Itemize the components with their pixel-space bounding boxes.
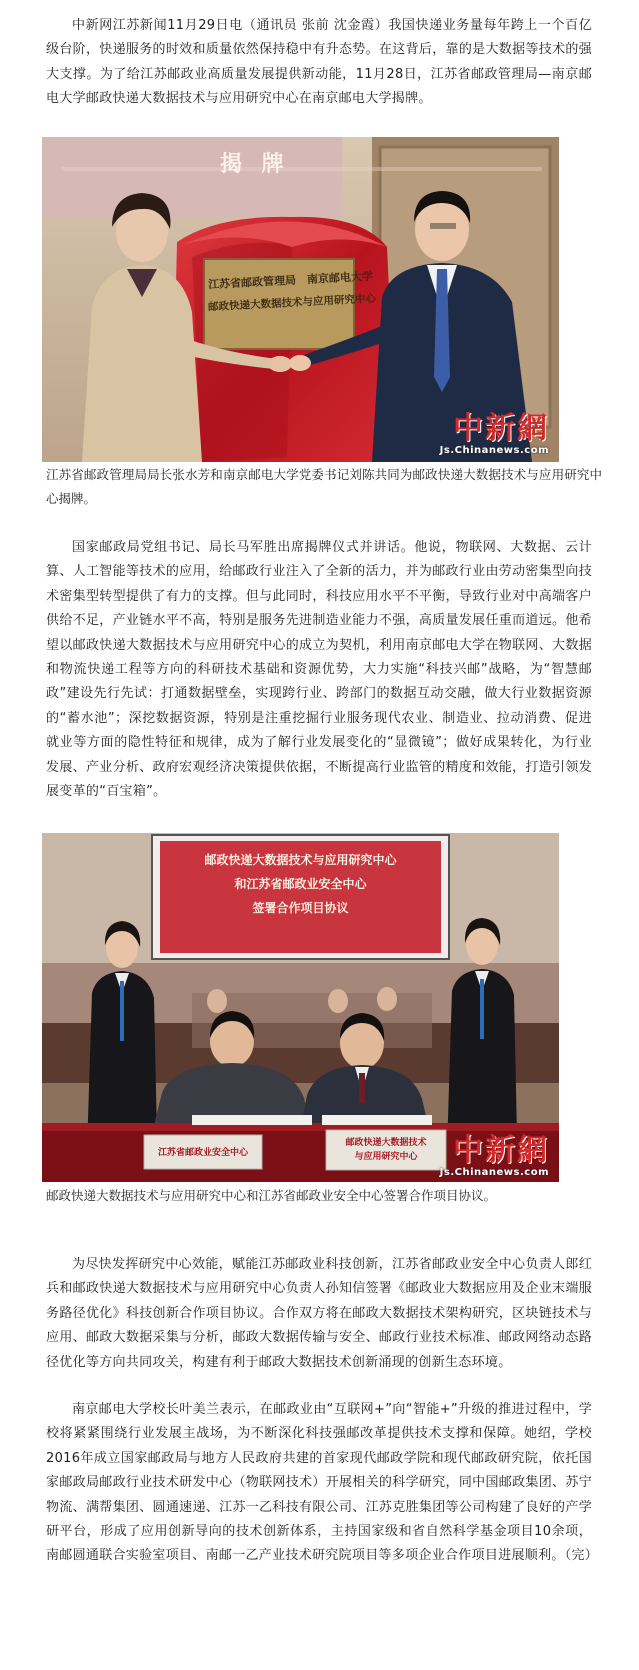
plaque-line-2: 邮政快递大数据技术与应用研究中心: [207, 292, 377, 314]
article-paragraph-president: 南京邮电大学校长叶美兰表示，在邮政业由“互联网+”向“智能+”升级的推进过程中，学校将紧紧围绕行业发展主战场，为不断深化科技强邮改革提供技术支撑和保障。她绍，学校2016年成立国家邮政局与地方人民政府共建的首家现代邮政学院和现代邮政研究院，依托国家邮政局邮政行业技术研发中心（物联网技术）开展相关的科学研究，同中国邮政集团、苏宁物流、满帮集团、圆通速递、江苏一乙科技有限公司、江苏克胜集团等公司构建了良好的产学研平台，形成了应用创新导向的技术创新体系，主持国家级和省自然科学基金项目10余项，南邮圆通联合实验室项目、南邮一乙产业技术研究院项目等多项企业合作项目进展顺利。（完）: [46, 1402, 599, 1564]
watermark-logo-text: 中新網: [453, 1133, 549, 1168]
nameplate-right-line-1: 邮政快递大数据技术: [345, 1138, 427, 1148]
photo-caption-2: 邮政快递大数据技术与应用研究中心和江苏省邮政业安全中心签署合作项目协议。: [46, 1188, 497, 1203]
nameplate-right-line-2: 与应用研究中心: [354, 1152, 418, 1162]
banner-text: 揭 牌: [220, 151, 290, 177]
watermark-url-text: Js.Chinanews.com: [439, 445, 549, 456]
article-paragraph-speech: 国家邮政局党组书记、局长马军胜出席揭牌仪式并讲话。他说，物联网、大数据、云计算、人工智能等技术的应用，给邮政行业注入了全新的活力，并为邮政行业由劳动密集型向技术密集型转型提供了有力的支撑。但与此同时，科技应用水平不平衡，导致行业对中高端客户供给不足，产业链水平不高，特别是服务先进制造业能力不强，高质量发展任重而道远。他希望以邮政快递大数据技术与应用研究中心的成立为契机，利用南京邮电大学在物联网、大数据和物流快递工程等方向的科研技术基础和资源优势，大力实施“科技兴邮”战略，为“智慧邮政”建设先行先试：打通数据壁垒，实现跨行业、跨部门的数据互动交融，做大行业数据资源的“蓄水池”；深挖数据资源，特别是注重挖掘行业服务现代农业、制造业、拉动消费、促进就业等方面的隐性特征和规律，成为了解行业发展变化的“显微镜”；做好成果转化，为行业发展、产业分析、政府宏观经济决策提供依据，不断提高行业监管的精度和效能，打造引领发展变革的“百宝箱”。: [46, 540, 592, 800]
article-paragraph-intro: 中新网江苏新闻11月29日电（通讯员 张前 沈金霞）我国快递业务量每年跨上一个百亿级台阶，快递服务的时效和质量依然保持稳中有升态势。在这背后，靠的是大数据等技术的强大支撑。为了给江苏邮政业高质量发展提供新动能，11月28日，江苏省邮政管理局—南京邮电大学邮政快递大数据技术与应用研究中心在南京邮电大学揭牌。: [46, 18, 592, 107]
watermark: [440, 1135, 549, 1178]
signing-photo: [42, 833, 559, 1182]
watermark-logo-text: 中新網: [453, 411, 549, 446]
photo-caption-1: 江苏省邮政管理局局长张水芳和南京邮电大学党委书记刘陈共同为邮政快递大数据技术与应用研究中心揭牌。: [46, 467, 602, 506]
screen-line-1: 邮政快递大数据技术与应用研究中心: [204, 853, 397, 867]
watermark-url-text: Js.Chinanews.com: [439, 1167, 549, 1178]
plaque-line-1: 江苏省邮政管理局 南京邮电大学: [207, 269, 374, 292]
unveiling-photo: [42, 137, 559, 462]
article-paragraph-agreement: 为尽快发挥研究中心效能，赋能江苏邮政业科技创新，江苏省邮政业安全中心负责人郎红兵和邮政快递大数据技术与应用研究中心负责人孙知信签署《邮政业大数据应用及企业末端服务路径优化》科技创新合作项目协议。合作双方将在邮政大数据技术架构研究，区块链技术与应用、邮政大数据采集与分析，邮政大数据传输与安全、邮政行业技术标准、邮政网络动态路径优化等方向共同攻关，构建有利于邮政大数据技术创新涌现的创新生态环境。: [46, 1257, 592, 1370]
screen-line-2: 和江苏省邮政业安全中心: [234, 877, 367, 891]
screen-line-3: 签署合作项目协议: [252, 901, 349, 915]
nameplate-left: 江苏省邮政业安全中心: [157, 1148, 248, 1158]
watermark: [440, 413, 549, 456]
